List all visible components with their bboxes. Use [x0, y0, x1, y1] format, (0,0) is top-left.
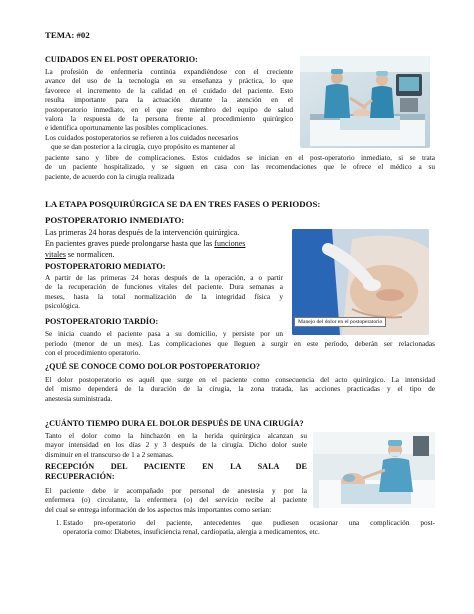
text-line: postoperatorio inmediato, en el que ese miembro del equipo de salud — [45, 104, 293, 114]
section3-paragraph — [45, 375, 435, 403]
text-line: El dolor postoperatorio es aquél que surge en el paciente como consecuencia del acto quirúrgico. La intensidad — [45, 375, 435, 384]
heading-postoperatorio-inmediato: POSTOPERATORIO INMEDIATO: — [45, 215, 185, 225]
text-line: e identifica oportunamente las posibles complicaciones. — [45, 123, 208, 133]
recovery-room-photo — [313, 432, 435, 508]
pain-management-photo — [292, 229, 429, 335]
text-line: de un paciente hospitalizado, y se siguen en casa con las recomendaciones que le ofrece el médico a su — [45, 162, 435, 172]
recepcion-list — [45, 518, 435, 537]
text-line: período (menor de un mes). Las complicaciones que lleguen a surgir en este período, deberán ser relacionadas — [45, 339, 435, 348]
text-line: valora la respuesta de la persona frente al procedimiento quirúrgico — [45, 114, 293, 124]
text-line: anestesia suministrada. — [45, 393, 113, 403]
heading-postoperatorio-tardio: POSTOPERATORIO TARDÍO: — [45, 317, 159, 326]
text-line: paciente, de acuerdo con la cirugía realizada — [45, 171, 175, 181]
text-line: psicológica. — [45, 301, 81, 311]
section1-continuation — [45, 153, 435, 181]
section-heading-duracion: ¿CUÁNTO TIEMPO DURA EL DOLOR DESPUÉS DE UNA CIRUGÍA? — [45, 419, 304, 428]
text-line: con el procedimiento operatorio. — [45, 348, 141, 358]
mediato-paragraph — [45, 273, 283, 311]
photo-caption: Manejo del dolor en el postoperatorio — [294, 317, 386, 327]
tardio-continuation — [45, 339, 435, 358]
section-heading-etapas: LA ETAPA POSQUIRÚRGICA SE DA EN TRES FASES O PERIODOS: — [45, 199, 321, 209]
section-heading-recepcion: RECEPCIÓN DEL PACIENTE EN LA SALA DE — [45, 462, 307, 471]
text-line: Los cuidados postoperatorios se refieren a los cuidados necesarios — [45, 132, 239, 142]
text-line: disminuir en el transcurso de 1 a 2 semanas. — [45, 449, 174, 459]
section1-paragraph — [45, 67, 293, 152]
text-line: 1. Estado pre-operatorio del paciente, antecedentes que pudiesen ocasionar una complicación post- — [63, 518, 435, 527]
text-line: Las primeras 24 horas después de la intervención quirúrgica. — [45, 228, 240, 237]
text-line: operatoria como: Diabetes, insuficiencia renal, cardiopatía, alergia a medicamentos, etc. — [63, 527, 320, 537]
page-title: TEMA: #02 — [45, 30, 90, 40]
text-line: del mismo dependerá de la duración de la cirugía, la zona tratada, las acciones practicadas y el tipo de — [45, 384, 435, 394]
inmediato-paragraph — [45, 227, 283, 260]
section4-paragraph — [45, 431, 307, 459]
text-line: Se inicia cuando el paciente pasa a su domicilio, y persiste por un — [45, 329, 283, 338]
text-line: avance del uso de la tecnología en su enseñanza y práctica, lo que — [45, 76, 293, 86]
heading-postoperatorio-mediato: POSTOPERATORIO MEDIATO: — [45, 262, 166, 271]
vitales-link[interactable]: vitales — [45, 250, 66, 259]
text-line: enfermera (o) circulante, la enfermera (o) del servicio recibe al paciente — [45, 495, 307, 505]
text-line: meses, hasta la total normalización de la integridad física y — [45, 291, 283, 301]
text-line: mayor intensidad en los días 2 y 3 después de la cirugía. Dicho dolor suele — [45, 440, 307, 450]
text-span: En pacientes graves puede prolongarse hasta que las — [45, 239, 215, 248]
text-span: se normalicen. — [65, 250, 115, 259]
section-heading-cuidados: CUIDADOS EN EL POST OPERATORIO: — [45, 55, 198, 64]
text-line: paciente sano y libre de complicaciones. Estos cuidados se inician en el post-operatorio inmediato, si se trata — [45, 153, 435, 162]
text-line: A partir de las primeras 24 horas después de la operación, a o partir — [45, 273, 283, 282]
text-line: La profesión de enfermería continúa expandiéndose con el creciente — [45, 67, 293, 76]
text-line: del cual se entrega información de los aspectos más importantes como serían: — [45, 505, 272, 514]
text-line: resulta importante para la actuación durante la atención en el — [45, 95, 293, 105]
section-heading-recepcion-line2: RECUPERACIÓN: — [45, 472, 115, 481]
section-heading-dolor: ¿QUÉ SE CONOCE COMO DOLOR POSTOPERATORIO? — [45, 362, 260, 371]
funciones-link[interactable]: funciones — [214, 239, 246, 248]
text-line: de la recuperación de funciones vitales del paciente. Dura semanas a — [45, 282, 283, 292]
text-line: favorece el incremento de la calidad en el cuidado del paciente. Esto — [45, 85, 293, 95]
text-line: El paciente debe ir acompañado por personal de anestesia y por la — [45, 486, 307, 495]
list-item — [63, 518, 435, 537]
text-line: Tanto el dolor como la hinchazón en la herida quirúrgica alcanzan su — [45, 431, 307, 440]
text-line: que se dan posterior a la cirugía, cuyo propósito es mantener al — [51, 142, 235, 152]
section5-paragraph — [45, 486, 307, 505]
icu-nurses-photo — [300, 56, 430, 148]
